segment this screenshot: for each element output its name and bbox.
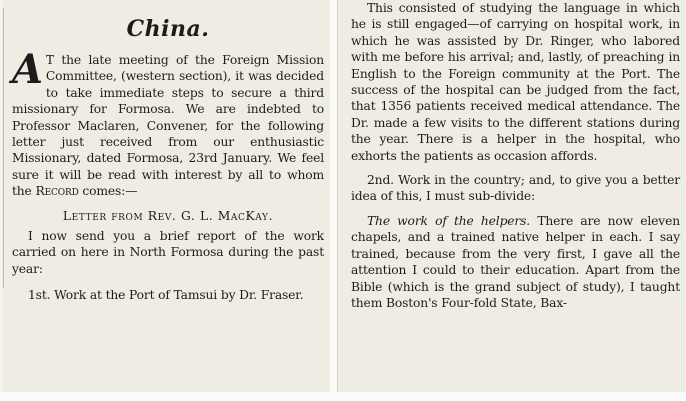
country-work-paragraph: 2nd. Work in the country; and, to give you a better idea of this, I must sub-divide: — [351, 173, 680, 204]
article-heading: China. — [126, 16, 210, 42]
helpers-heading: The work of the helpers. — [367, 213, 531, 228]
intro-end: comes:— — [78, 184, 138, 199]
letter-heading: Letter from Rev. G. L. MacKay. — [62, 208, 274, 223]
page-bottom-edge — [0, 392, 686, 401]
intro-text: T the late meeting of the Foreign Mission Committee, (western section), it was decided to take immediate steps to secure a third missionary for Formosa. We are indebted to Professor Maclaren, Convener, for the following letter just received from our enthusiastic Missionary, dated Formosa, 23rd January. We feel sure it will be read with interest by all to whom the — [12, 53, 324, 199]
letter-paragraph-1: I now send you a brief report of the work carried on here in North Formosa during the past year: — [12, 229, 324, 276]
left-column — [12, 0, 324, 304]
clipping-gutter — [330, 0, 337, 401]
left-column-rule — [3, 8, 4, 288]
hospital-paragraph: This consisted of studying the language in which he is still engaged—of carrying on hospital work, in which he was assisted by Dr. Ringer, who labored with me before his arrival; and, lastly, of preaching in English to the Foreign community at the Port. The success of the hospital can be judged from the fact, that 1356 patients received medical attendance. The Dr. made a few visits to the different stations during the year. There is a helper in the hospital, who exhorts the patients as occasion affords. — [351, 1, 680, 163]
letter-paragraph-2: 1st. Work at the Port of Tamsui by Dr. Fraser. — [28, 288, 304, 303]
helpers-paragraph — [351, 213, 680, 311]
record-word: Record — [35, 184, 79, 199]
intro-paragraph — [12, 46, 324, 200]
drop-cap: A — [12, 46, 43, 93]
right-column — [351, 0, 680, 311]
helpers-text: There are now eleven chapels, and a trained native helper in each. I say trained, because from the very first, I gave all the attention I could to their education. Apart from the Bible (which is the grand subject of study), I taught them Boston's Four-fold State, Bax- — [351, 213, 680, 310]
